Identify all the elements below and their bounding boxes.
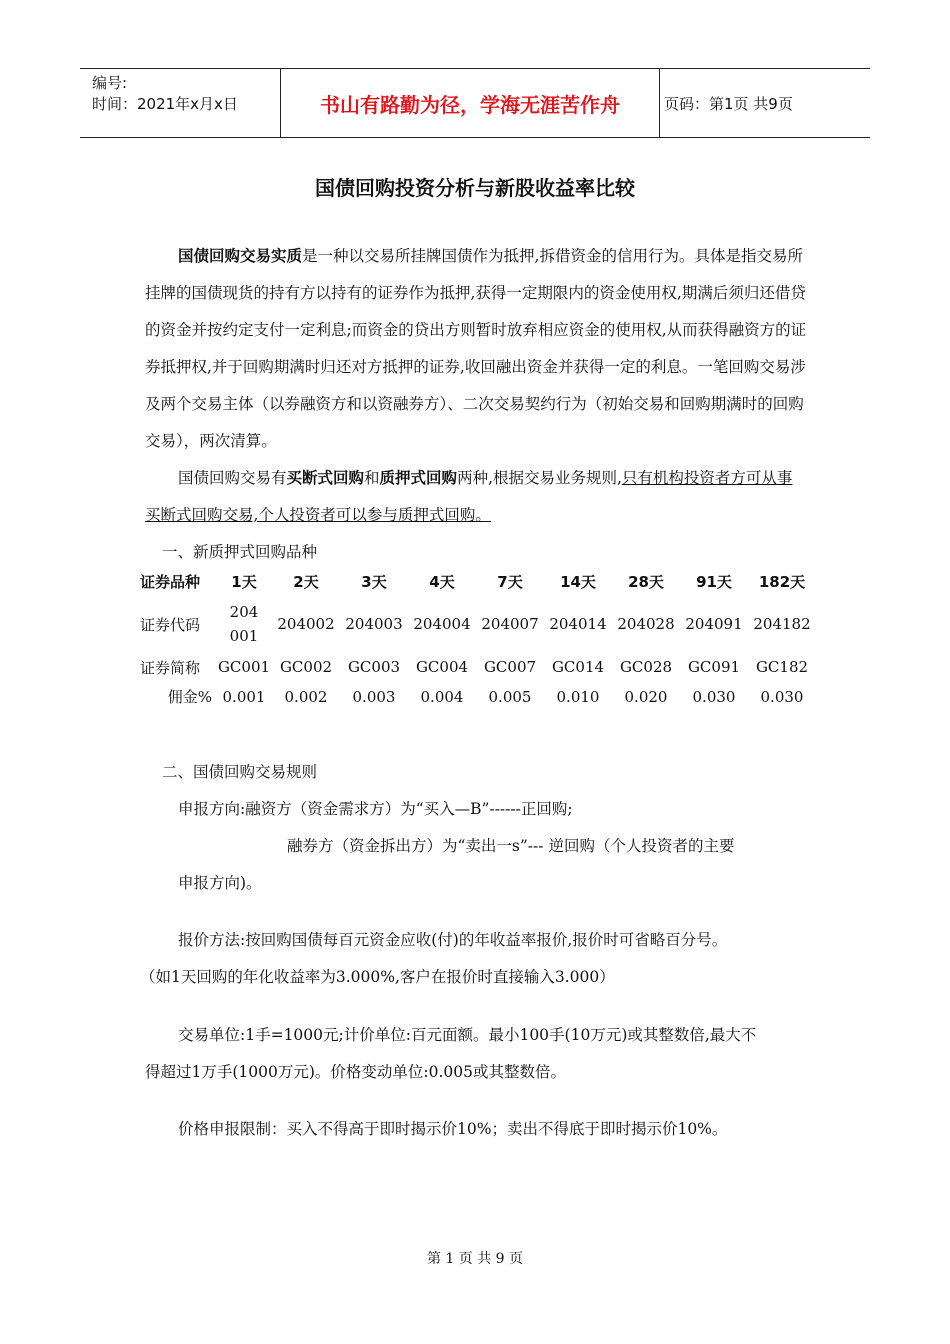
fee-label: 佣金%	[167, 688, 212, 706]
types-text-3: 两种,根据交易业务规则,	[457, 469, 622, 487]
abbr-label: 证券简称	[140, 658, 201, 677]
header-page-info: 页码：第1页 共9页	[664, 94, 793, 113]
term-cell: 4天	[429, 572, 455, 591]
term-cell: 14天	[560, 572, 596, 591]
fee-cell: 0.005	[488, 687, 532, 706]
term-cell: 28天	[628, 572, 664, 591]
types-paragraph	[145, 460, 807, 534]
rule-unit-1: 交易单位:1手=1000元;计价单位:百元面额。最小100手(10万元)或其整数倍,最大不	[178, 1026, 757, 1044]
abbr-cell: GC028	[619, 658, 673, 676]
abbr-cell: GC001	[217, 658, 271, 676]
serial-label: 编号:	[92, 74, 128, 92]
fee-cell: 0.002	[284, 687, 328, 706]
fee-cell: 0.010	[556, 687, 600, 706]
term-cell: 182天	[758, 572, 806, 591]
header-meta	[80, 69, 281, 137]
code-cell: 204091	[685, 615, 743, 633]
code-cell: 204014	[549, 615, 607, 633]
table-row	[140, 686, 816, 707]
term-cell: 3天	[361, 572, 387, 591]
rule-direction-3: 申报方向)。	[178, 874, 262, 892]
intro-paragraph	[145, 238, 807, 534]
types-text-2: 和	[364, 469, 380, 487]
term-cell: 91天	[696, 572, 732, 591]
fee-cell: 0.030	[760, 687, 804, 706]
code-cell: 204003	[345, 615, 403, 633]
types-bold-1: 买断式回购	[286, 469, 365, 487]
intro-text: 是一种以交易所挂牌国债作为抵押,拆借资金的信用行为。具体是指交易所挂牌的国债现货的持有方以持有的证券作为抵押,获得一定期限内的资金使用权,期满后须归还借贷的资金并按约定支付一定利息;而资金的贷出方则暂时放弃相应资金的使用权,从而获得融资方的证券抵押权,并于回购期满时归还对方抵押的证券,收回融出资金并获得一定的利息。一笔回购交易涉及两个交易主体（以券融资方和以资融券方）、二次交易契约行为（初始交易和回购期满时的回购交易），两次清算。	[145, 247, 807, 450]
term-cell: 2天	[293, 572, 319, 591]
section-1-heading: 一、新质押式回购品种	[162, 543, 318, 561]
abbr-cell: GC003	[347, 658, 401, 676]
fee-cell: 0.001	[222, 687, 266, 706]
header-motto: 书山有路勤为径，学海无涯苦作舟	[281, 69, 660, 137]
term-cell: 1天	[231, 572, 257, 591]
intro-bold-lead: 国债回购交易实质	[178, 247, 303, 265]
rule-direction-1: 申报方向:融资方（资金需求方）为“买入—B”------正回购;	[178, 800, 573, 818]
date-label: 时间：2021年x月x日	[92, 95, 238, 113]
types-text-1: 国债回购交易有	[178, 469, 287, 487]
code-cell: 204028	[617, 615, 675, 633]
table-row	[140, 648, 816, 686]
table-row	[140, 600, 816, 648]
fee-cell: 0.004	[420, 687, 464, 706]
code-cell: 204182	[753, 615, 811, 633]
abbr-cell: GC002	[279, 658, 333, 676]
code-cell: 204002	[277, 615, 335, 633]
code-cell: 204004	[413, 615, 471, 633]
abbr-cell: GC004	[415, 658, 469, 676]
table-row	[140, 562, 816, 600]
page-footer: 第 1 页 共 9 页	[426, 1251, 524, 1267]
document-title: 国债回购投资分析与新股收益率比较	[315, 176, 635, 200]
abbr-cell: GC091	[687, 658, 741, 676]
fee-cell: 0.020	[624, 687, 668, 706]
code-cell: 204007	[481, 615, 539, 633]
abbr-cell: GC007	[483, 658, 537, 676]
abbr-cell: GC182	[755, 658, 809, 676]
rule-quote-1: 报价方法:按回购国债每百元资金应收(付)的年收益率报价,报价时可省略百分号。	[178, 931, 728, 949]
types-underlined: 只有机构投资者方可从事买断式回购交易,个人投资者可以参与质押式回购。	[145, 469, 793, 524]
abbr-cell: GC014	[551, 658, 605, 676]
rule-direction-2: 融券方（资金拆出方）为“卖出一s”--- 逆回购（个人投资者的主要	[287, 837, 735, 855]
repo-table	[140, 562, 816, 707]
code-cell: 204001	[229, 603, 259, 645]
code-label: 证券代码	[140, 615, 201, 634]
section-2-heading: 二、国债回购交易规则	[162, 763, 318, 781]
fee-cell: 0.003	[352, 687, 396, 706]
rule-limit: 价格申报限制：买入不得高于即时揭示价10%；卖出不得底于即时揭示价10%。	[178, 1120, 728, 1138]
types-bold-2: 质押式回购	[379, 469, 458, 487]
header-label: 证券品种	[140, 572, 201, 591]
rule-unit-2: 得超过1万手(1000万元)。价格变动单位:0.005或其整数倍。	[145, 1063, 566, 1081]
rule-quote-2: （如1天回购的年化收益率为3.000%,客户在报价时直接输入3.000）	[140, 968, 615, 986]
term-cell: 7天	[497, 572, 523, 591]
fee-cell: 0.030	[692, 687, 736, 706]
page-header	[80, 68, 870, 138]
